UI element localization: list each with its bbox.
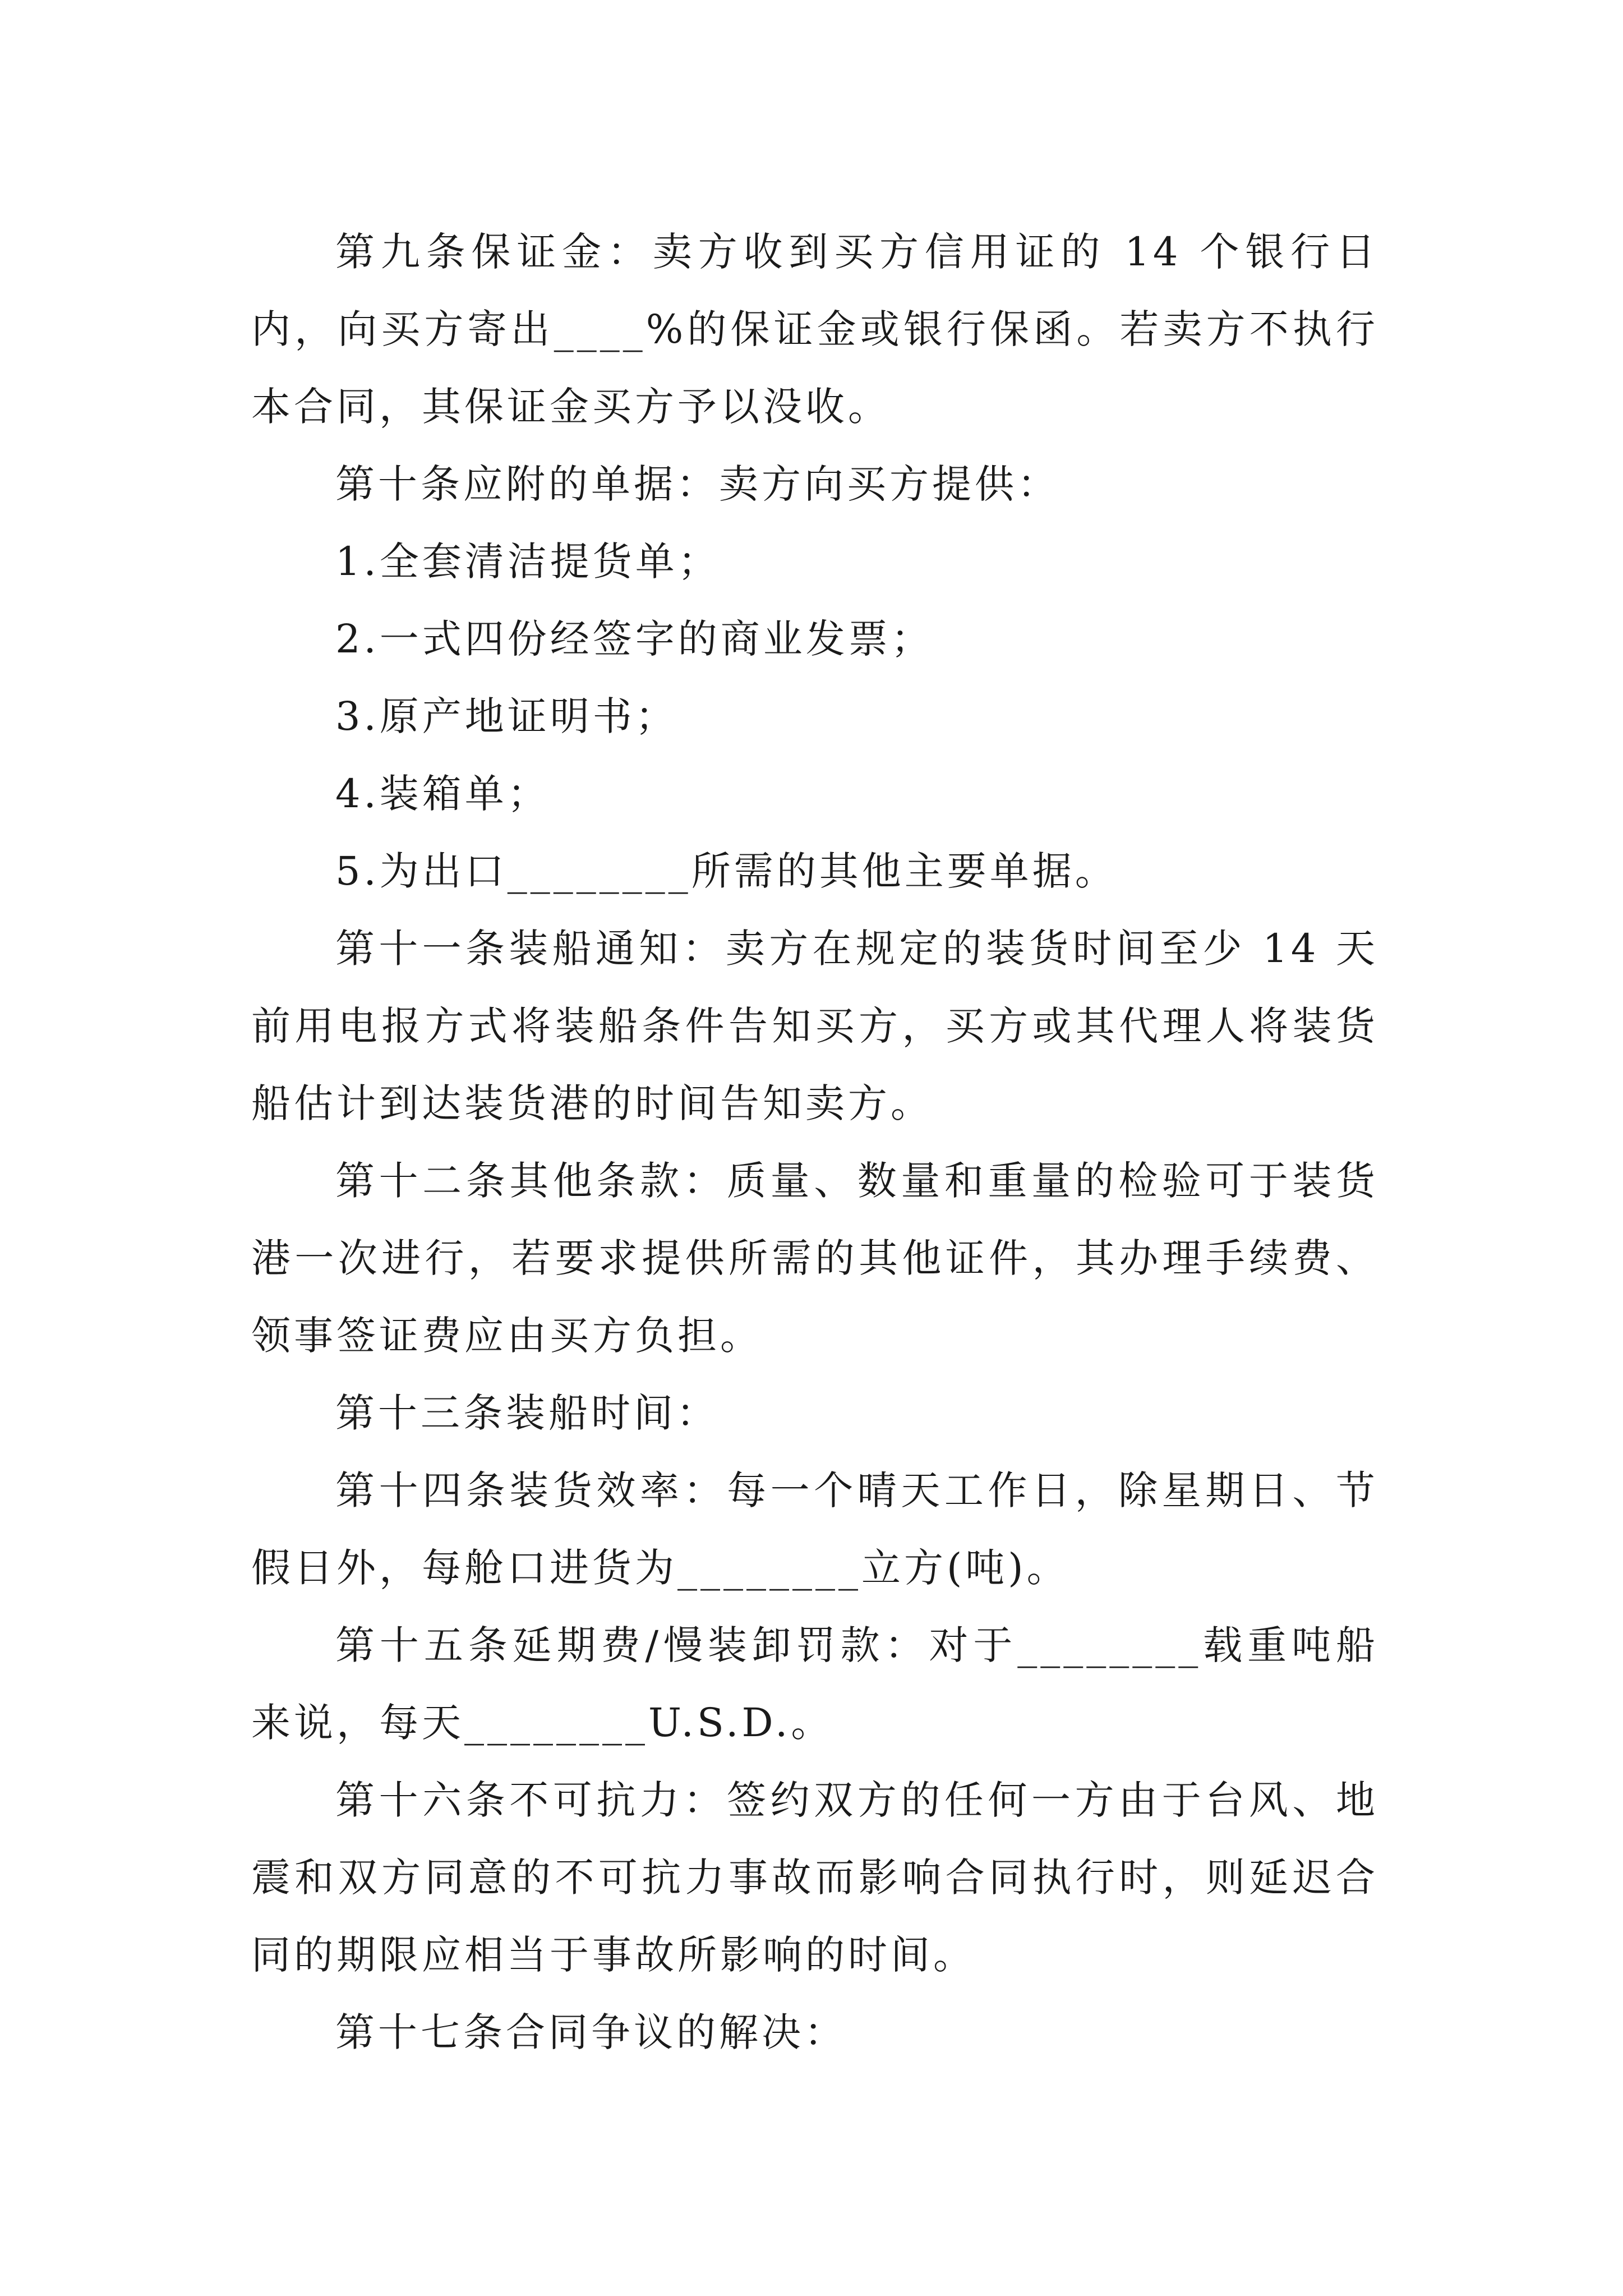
clause-9-deposit: 第九条保证金：卖方收到买方信用证的 14 个银行日内，向买方寄出____%的保证金或银行保函。若卖方不执行本合同，其保证金买方予以没收。 bbox=[251, 229, 1378, 430]
clause-13-shipping-time: 第十三条装船时间： bbox=[335, 1390, 719, 1436]
document-item-5: 5.为出口________所需的其他主要单据。 bbox=[335, 848, 1118, 894]
document-item-3: 3.原产地证明书； bbox=[335, 693, 678, 739]
document-item-4: 4.装箱单； bbox=[335, 771, 550, 817]
document-item-2: 2.一式四份经签字的商业发票； bbox=[335, 616, 934, 662]
clause-17-dispute-resolution: 第十七条合同争议的解决： bbox=[335, 2009, 847, 2055]
document-item-1: 1.全套清洁提货单； bbox=[335, 539, 721, 585]
clause-15-demurrage: 第十五条延期费/慢装卸罚款：对于________载重吨船来说，每天________U.S.D.。 bbox=[251, 1622, 1378, 1746]
clause-12-other-terms: 第十二条其他条款：质量、数量和重量的检验可于装货港一次进行，若要求提供所需的其他证件，其办理手续费、领事签证费应由买方负担。 bbox=[251, 1158, 1378, 1359]
clause-16-force-majeure: 第十六条不可抗力：签约双方的任何一方由于台风、地震和双方同意的不可抗力事故而影响合同执行时，则延迟合同的期限应相当于事故所影响的时间。 bbox=[251, 1777, 1378, 1978]
document-body bbox=[251, 213, 1378, 2071]
clause-11-shipping-notice: 第十一条装船通知：卖方在规定的装货时间至少 14 天前用电报方式将装船条件告知买方，买方或其代理人将装货船估计到达装货港的时间告知卖方。 bbox=[251, 926, 1378, 1126]
clause-10-documents: 第十条应附的单据：卖方向买方提供： bbox=[335, 461, 1060, 507]
clause-14-loading-rate: 第十四条装货效率：每一个晴天工作日，除星期日、节假日外，每舱口进货为________立方(吨)。 bbox=[251, 1467, 1378, 1591]
